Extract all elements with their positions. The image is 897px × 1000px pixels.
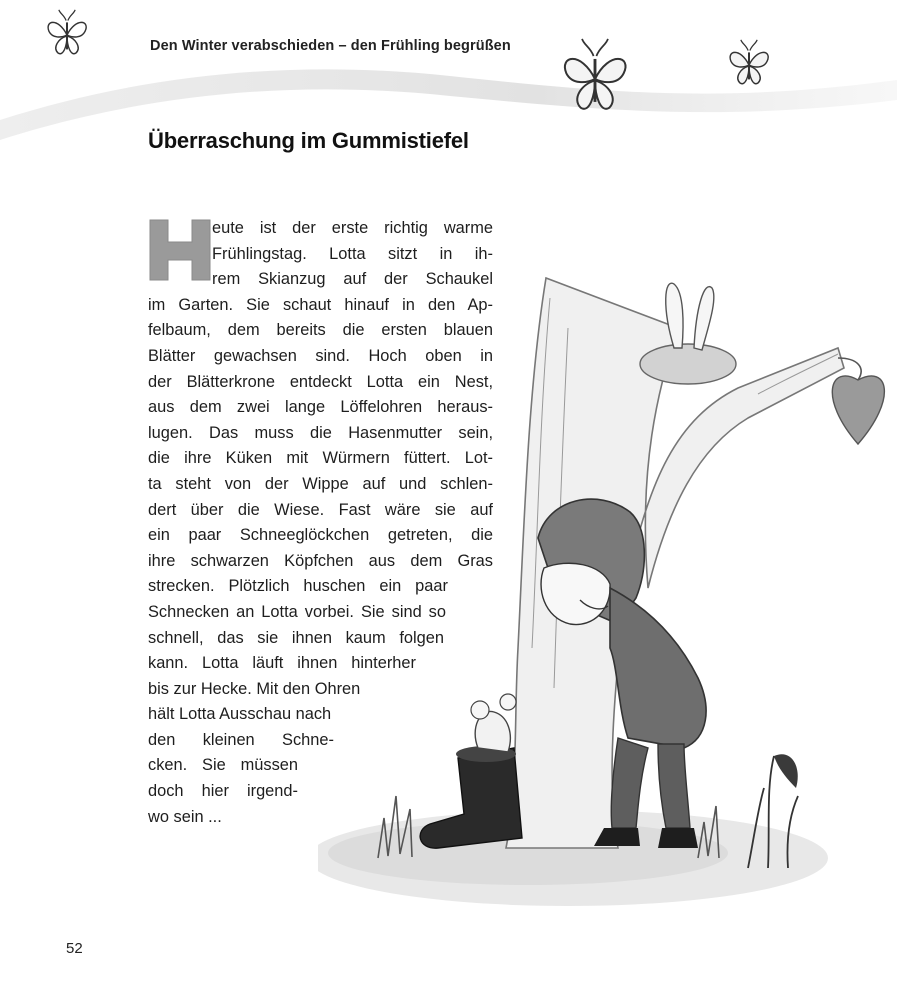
running-head: Den Winter verabschieden – den Frühling begrüßen: [150, 38, 511, 54]
story-line: hält Lotta Ausschau nach: [148, 705, 332, 724]
story-line: die ihre Küken mit Würmern füttert. Lot-: [148, 449, 493, 468]
story-line: felbaum, dem bereits die ersten blauen: [148, 321, 493, 340]
story-line: rem Skianzug auf der Schaukel: [212, 270, 493, 289]
story-line: Schnecken an Lotta vorbei. Sie sind so: [148, 602, 446, 621]
story-line: strecken. Plötzlich huschen ein paar: [148, 577, 448, 596]
mouse: [471, 694, 516, 752]
illustration: [318, 268, 897, 908]
story-line: lugen. Das muss die Hasenmutter sein,: [148, 423, 493, 442]
story-line: schnell, das sie ihnen kaum folgen: [148, 628, 444, 647]
story-line: der Blätterkrone entdeckt Lotta ein Nest,: [148, 372, 493, 391]
page-number: 52: [66, 940, 83, 957]
story-line: cken. Sie müssen: [148, 756, 298, 775]
story-line: Blätter gewachsen sind. Hoch oben in: [148, 346, 493, 365]
story-line: kann. Lotta läuft ihnen hinterher: [148, 654, 416, 673]
story-line: ihre schwarzen Köpfchen aus dem Gras: [148, 551, 493, 570]
story-line: dert über die Wiese. Fast wäre sie auf: [148, 500, 493, 519]
story-line: im Garten. Sie schaut hinauf in den Ap-: [148, 295, 493, 314]
butterfly-icon: [552, 36, 638, 122]
story-line: ta steht von der Wippe auf und schlen-: [148, 474, 493, 493]
rubber-boot: [420, 746, 522, 848]
article-title: Überraschung im Gummistiefel: [148, 128, 469, 153]
story-line: ein paar Schneeglöckchen getreten, die: [148, 526, 493, 545]
story-line: eute ist der erste richtig warme: [212, 219, 493, 237]
story-line: bis zur Hecke. Mit den Ohren: [148, 679, 361, 698]
story-line: doch hier irgend-: [148, 782, 298, 801]
story-line: wo sein ...: [148, 807, 222, 826]
story-line: Frühlingstag. Lotta sitzt in ih-: [212, 244, 493, 263]
butterfly-icon: [722, 38, 776, 92]
story-line: aus dem zwei lange Löffelohren heraus-: [148, 398, 493, 417]
story-line: den kleinen Schne-: [148, 730, 334, 749]
butterfly-icon: [40, 8, 94, 62]
